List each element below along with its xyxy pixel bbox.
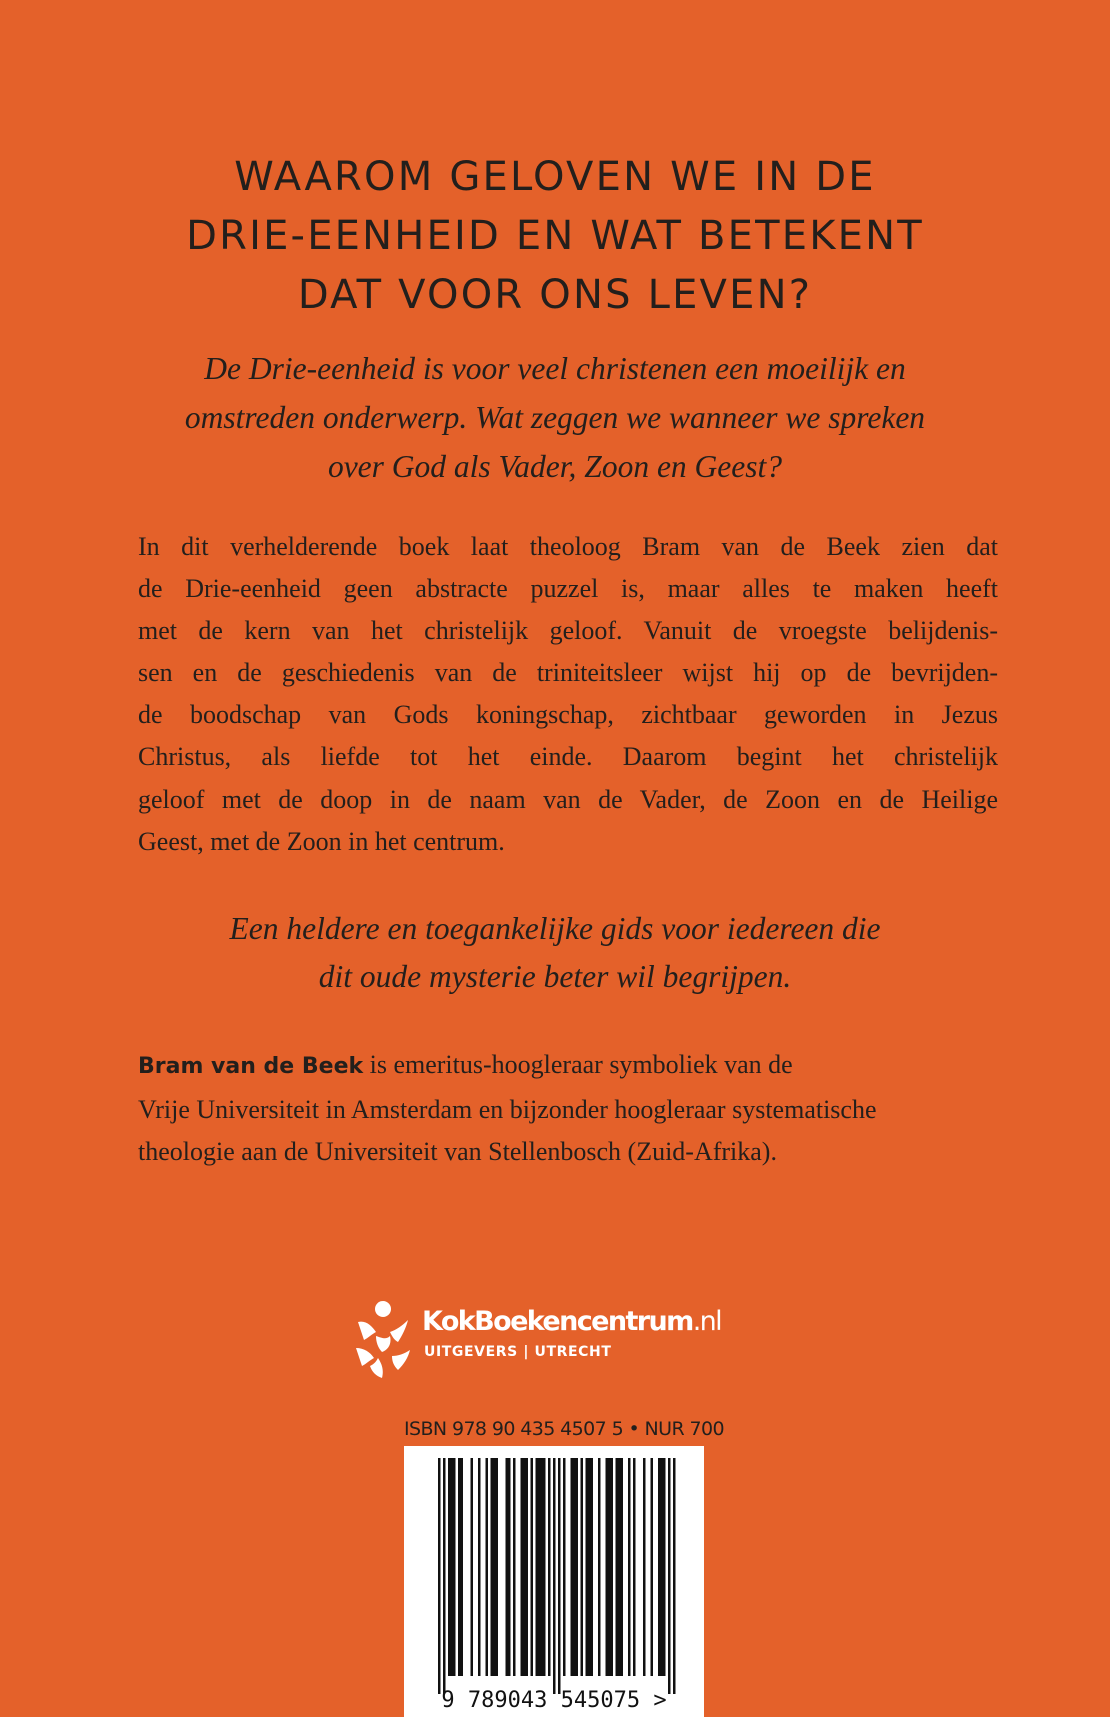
barcode-bar bbox=[668, 1458, 671, 1694]
barcode-bar bbox=[608, 1458, 611, 1676]
closing-line: dit oude mysterie beter wil begrijpen. bbox=[318, 959, 792, 994]
barcode-bar bbox=[453, 1458, 456, 1676]
headline-line: DRIE-EENHEID EN WAT BETEKENT bbox=[186, 213, 924, 259]
publisher-subtitle: UITGEVERS | UTRECHT bbox=[424, 1344, 612, 1360]
barcode-bar bbox=[621, 1458, 624, 1676]
barcode-bar bbox=[643, 1458, 646, 1676]
barcode-bar bbox=[538, 1458, 541, 1676]
barcode-bar bbox=[553, 1458, 556, 1694]
barcode-bar bbox=[461, 1458, 464, 1676]
publisher-domain: .nl bbox=[692, 1306, 722, 1337]
barcode-bar bbox=[651, 1458, 654, 1676]
barcode-bar bbox=[493, 1458, 496, 1676]
barcode-bar bbox=[576, 1458, 579, 1676]
bio-line: Vrije Universiteit in Amsterdam en bijzonder hoogleraar systematische bbox=[138, 1094, 877, 1124]
barcode-bar bbox=[508, 1458, 511, 1676]
barcode-bar bbox=[523, 1458, 526, 1676]
barcode-bar bbox=[471, 1458, 474, 1676]
blurb-paragraph bbox=[138, 526, 998, 863]
blurb-line: de Drie-eenheid geen abstracte puzzel is, maar alles te maken heeft bbox=[138, 574, 998, 604]
barcode-bar bbox=[526, 1458, 529, 1676]
closing-tagline bbox=[60, 905, 1050, 1001]
publisher-logo bbox=[352, 1296, 752, 1380]
barcode-bar bbox=[558, 1458, 561, 1694]
back-cover-headline bbox=[60, 148, 1050, 325]
bio-line: theologie aan de Universiteit van Stellenbosch (Zuid-Afrika). bbox=[138, 1137, 777, 1166]
barcode-bar bbox=[541, 1458, 544, 1676]
barcode-bar bbox=[618, 1458, 621, 1676]
bio-text: is emeritus-hoogleraar symboliek van de bbox=[363, 1050, 793, 1079]
blurb-line: Geest, met de Zoon in het centrum. bbox=[138, 826, 505, 856]
publisher-name-text: KokBoekencentrum bbox=[422, 1306, 693, 1337]
barcode-bar bbox=[458, 1458, 461, 1676]
barcode-bar bbox=[661, 1458, 664, 1676]
barcode-bar bbox=[496, 1458, 499, 1676]
barcode-bar bbox=[663, 1458, 666, 1676]
blurb-line: sen en de geschiedenis van de triniteitsleer wijst hij op de bevrijden- bbox=[138, 658, 998, 688]
barcode-bar bbox=[548, 1458, 551, 1676]
barcode-bar bbox=[486, 1458, 489, 1676]
barcode-bar bbox=[513, 1458, 516, 1676]
barcode-bar bbox=[543, 1458, 546, 1676]
barcode-bar bbox=[448, 1458, 451, 1676]
isbn-barcode bbox=[404, 1446, 704, 1717]
headline-line: DAT VOOR ONS LEVEN? bbox=[297, 272, 813, 318]
barcode-bar bbox=[658, 1458, 661, 1676]
barcode-bar bbox=[573, 1458, 576, 1676]
barcode-bar bbox=[438, 1458, 441, 1694]
barcode-bar bbox=[606, 1458, 609, 1676]
barcode-bar bbox=[443, 1458, 446, 1694]
barcode-bar bbox=[588, 1458, 591, 1676]
barcode-bar bbox=[563, 1458, 566, 1676]
closing-line: Een heldere en toegankelijke gids voor iedereen die bbox=[229, 911, 881, 946]
barcode-bar bbox=[628, 1458, 631, 1676]
barcode-bar bbox=[581, 1458, 584, 1676]
isbn-nur-label: ISBN 978 90 435 4507 5 • NUR 700 bbox=[404, 1418, 724, 1440]
barcode-bar bbox=[611, 1458, 614, 1676]
barcode-bar bbox=[521, 1458, 524, 1676]
blurb-line: de boodschap van Gods koningschap, zichtbaar geworden in Jezus bbox=[138, 700, 998, 730]
tagline-line: over God als Vader, Zoon en Geest? bbox=[327, 449, 783, 484]
blurb-line: geloof met de doop in de naam van de Vader, de Zoon en de Heilige bbox=[138, 784, 998, 814]
barcode-graphic bbox=[404, 1446, 704, 1717]
barcode-bar bbox=[633, 1458, 636, 1676]
author-bio bbox=[138, 1044, 998, 1174]
barcode-bar bbox=[571, 1458, 574, 1676]
blurb-line: met de kern van het christelijk geloof. Vanuit de vroegste belijdenis- bbox=[138, 616, 998, 646]
barcode-bar bbox=[531, 1458, 534, 1676]
blurb-line: Christus, als liefde tot het einde. Daarom begint het christelijk bbox=[138, 742, 998, 772]
intro-tagline bbox=[60, 344, 1050, 491]
barcode-bar bbox=[673, 1458, 676, 1694]
barcode-digits: 9 789043 545075 > bbox=[441, 1688, 667, 1713]
publisher-name bbox=[422, 1306, 721, 1337]
barcode-bar bbox=[451, 1458, 454, 1676]
tagline-line: omstreden onderwerp. Wat zeggen we wanneer we spreken bbox=[184, 400, 926, 435]
headline-line: WAAROM GELOVEN WE IN DE bbox=[234, 154, 876, 200]
barcode-bar bbox=[598, 1458, 601, 1676]
blurb-line: In dit verhelderende boek laat theoloog Bram van de Beek zien dat bbox=[138, 532, 998, 561]
bio-line bbox=[138, 1044, 998, 1089]
author-name: Bram van de Beek bbox=[138, 1054, 364, 1079]
barcode-bar bbox=[536, 1458, 539, 1676]
barcode-bar bbox=[616, 1458, 619, 1676]
barcode-bar bbox=[591, 1458, 594, 1676]
barcode-bar bbox=[491, 1458, 494, 1676]
barcode-bar bbox=[478, 1458, 481, 1676]
tagline-line: De Drie-eenheid is voor veel christenen een moeilijk en bbox=[204, 351, 906, 386]
barcode-bar bbox=[506, 1458, 509, 1676]
kokboekencentrum-logo-icon bbox=[352, 1296, 414, 1380]
barcode-bar bbox=[586, 1458, 589, 1676]
